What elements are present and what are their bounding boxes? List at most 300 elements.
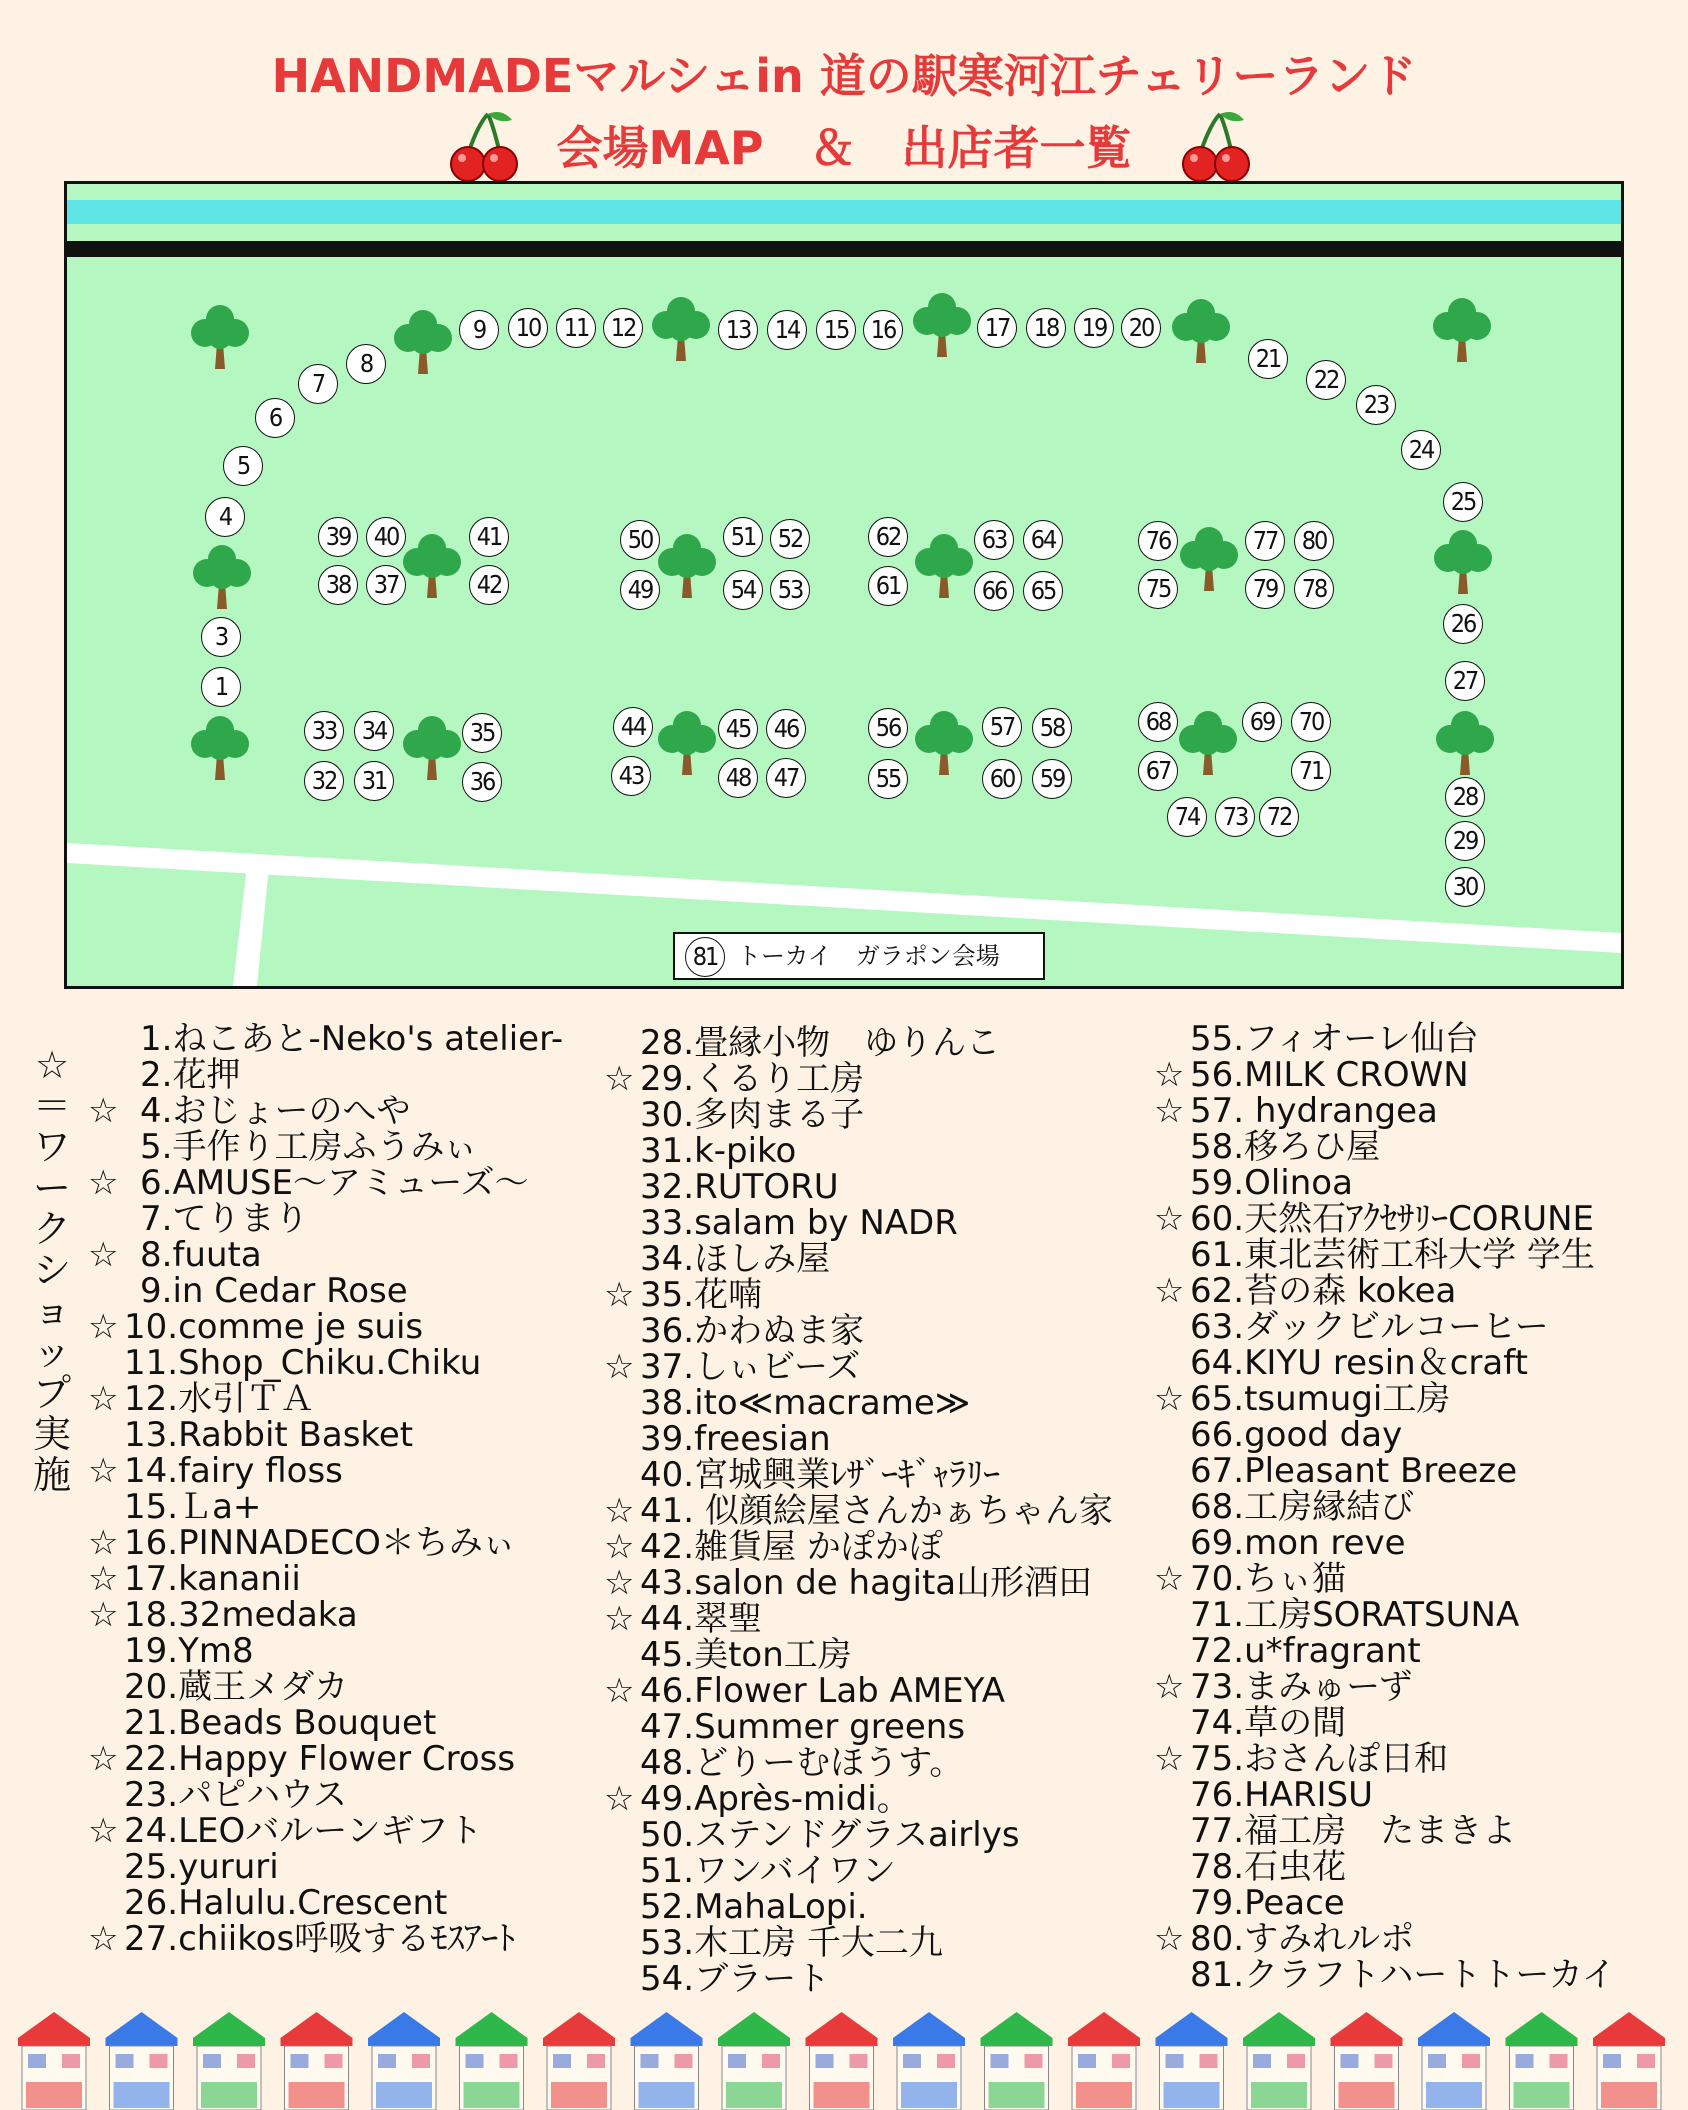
stall-77: 77 bbox=[1245, 521, 1285, 561]
exhibitor-item bbox=[88, 1561, 563, 1597]
exhibitor-name: 38.ito≪macrame≫ bbox=[640, 1383, 971, 1423]
market-house-icon bbox=[806, 2012, 878, 2110]
exhibitor-item bbox=[88, 1705, 563, 1741]
exhibitor-item bbox=[1154, 1597, 1616, 1633]
workshop-star: ☆ bbox=[88, 1091, 119, 1131]
stall-24: 24 bbox=[1401, 430, 1441, 470]
stall-45: 45 bbox=[718, 709, 758, 749]
exhibitor-item bbox=[88, 1741, 563, 1777]
exhibitor-item bbox=[1154, 1561, 1616, 1597]
stall-19: 19 bbox=[1074, 308, 1114, 348]
market-house-icon bbox=[1068, 2012, 1140, 2110]
stall-73: 73 bbox=[1215, 797, 1255, 837]
tree-icon bbox=[1177, 525, 1241, 593]
market-house-icon bbox=[718, 2012, 790, 2110]
stall-60: 60 bbox=[982, 759, 1022, 799]
exhibitor-item bbox=[1154, 1489, 1616, 1525]
stall-27: 27 bbox=[1445, 661, 1485, 701]
exhibitor-name: 2.花押 bbox=[140, 1055, 241, 1095]
raffle-venue bbox=[673, 932, 1045, 980]
workshop-star: ☆ bbox=[1154, 1739, 1185, 1779]
exhibitor-item bbox=[604, 1745, 1113, 1781]
exhibitor-item bbox=[604, 1493, 1113, 1529]
exhibitor-item bbox=[1154, 1093, 1616, 1129]
exhibitor-item bbox=[604, 1097, 1113, 1133]
exhibitor-item bbox=[88, 1345, 563, 1381]
exhibitor-name: 4.おじょーのへや bbox=[140, 1091, 411, 1131]
exhibitor-name: 15.Ｌa+ bbox=[124, 1487, 262, 1527]
exhibitor-name: 66.good day bbox=[1190, 1415, 1403, 1455]
exhibitor-name: 80.すみれルポ bbox=[1190, 1919, 1415, 1959]
stall-35: 35 bbox=[462, 713, 502, 753]
tree-icon bbox=[655, 532, 719, 600]
stall-62: 62 bbox=[868, 517, 908, 557]
exhibitor-item bbox=[604, 1349, 1113, 1385]
tree-icon bbox=[188, 714, 252, 782]
exhibitor-name: 71.工房SORATSUNA bbox=[1190, 1595, 1520, 1635]
market-house-icon bbox=[543, 2012, 615, 2110]
exhibitor-item bbox=[1154, 1201, 1616, 1237]
exhibitor-item bbox=[604, 1673, 1113, 1709]
exhibitor-name: 32.RUTORU bbox=[640, 1167, 839, 1207]
exhibitor-name: 78.石虫花 bbox=[1190, 1847, 1347, 1887]
exhibitor-name: 26.Halulu.Crescent bbox=[124, 1883, 448, 1923]
exhibitor-name: 33.salam by NADR bbox=[640, 1203, 958, 1243]
workshop-star: ☆ bbox=[604, 1491, 635, 1531]
exhibitor-name: 17.kananii bbox=[124, 1559, 301, 1599]
stall-29: 29 bbox=[1445, 821, 1485, 861]
exhibitor-item bbox=[1154, 1669, 1616, 1705]
exhibitor-item bbox=[88, 1633, 563, 1669]
tree-icon bbox=[912, 709, 976, 777]
stall-54: 54 bbox=[723, 570, 763, 610]
page-title: HANDMADEマルシェin 道の駅寒河江チェリーランド bbox=[271, 49, 1417, 103]
market-house-icon bbox=[106, 2012, 178, 2110]
stall-80: 80 bbox=[1294, 521, 1334, 561]
exhibitor-name: 77.福工房 たまきよ bbox=[1190, 1811, 1517, 1851]
exhibitor-item bbox=[1154, 1165, 1616, 1201]
stall-5: 5 bbox=[223, 446, 263, 486]
workshop-star: ☆ bbox=[88, 1919, 119, 1959]
workshop-note: ☆＝ワークショップ実施 bbox=[32, 1043, 71, 1497]
stall-16: 16 bbox=[863, 310, 903, 350]
exhibitor-name: 37.しぃビーズ bbox=[640, 1347, 861, 1387]
exhibitor-name: 81.クラフトハートトーカイ bbox=[1190, 1955, 1616, 1995]
tree-icon bbox=[391, 308, 455, 376]
exhibitor-name: 14.fairy floss bbox=[124, 1451, 343, 1491]
stall-36: 36 bbox=[462, 762, 502, 802]
exhibitor-name: 30.多肉まる子 bbox=[640, 1095, 865, 1135]
tree-icon bbox=[190, 543, 254, 611]
stall-52: 52 bbox=[770, 519, 810, 559]
stall-32: 32 bbox=[304, 761, 344, 801]
stall-75: 75 bbox=[1138, 569, 1178, 609]
exhibitor-name: 69.mon reve bbox=[1190, 1523, 1406, 1563]
cherry-icon bbox=[1180, 108, 1252, 184]
stall-79: 79 bbox=[1245, 569, 1285, 609]
stall-28: 28 bbox=[1445, 777, 1485, 817]
market-house-icon bbox=[1506, 2012, 1578, 2110]
exhibitor-name: 27.chiikos呼吸するﾓｽｱｰﾄ bbox=[124, 1919, 516, 1959]
exhibitor-name: 62.苔の森 kokea bbox=[1190, 1271, 1457, 1311]
workshop-star: ☆ bbox=[1154, 1091, 1185, 1131]
tree-icon bbox=[910, 291, 974, 359]
exhibitor-name: 75.おさんぽ日和 bbox=[1190, 1739, 1449, 1779]
exhibitor-item bbox=[1154, 1525, 1616, 1561]
exhibitor-name: 70.ちぃ猫 bbox=[1190, 1559, 1347, 1599]
venue-map bbox=[64, 181, 1624, 989]
exhibitor-name: 13.Rabbit Basket bbox=[124, 1415, 414, 1455]
exhibitor-name: 64.KIYU resin＆craft bbox=[1190, 1343, 1528, 1383]
stall-33: 33 bbox=[304, 711, 344, 751]
stall-12: 12 bbox=[603, 308, 643, 348]
exhibitor-name: 47.Summer greens bbox=[640, 1707, 966, 1747]
stall-46: 46 bbox=[766, 709, 806, 749]
cherry-icon bbox=[448, 108, 520, 184]
stall-76: 76 bbox=[1138, 521, 1178, 561]
market-house-icon bbox=[893, 2012, 965, 2110]
exhibitor-item bbox=[88, 1417, 563, 1453]
stall-56: 56 bbox=[868, 708, 908, 748]
exhibitor-name: 21.Beads Bouquet bbox=[124, 1703, 437, 1743]
stall-42: 42 bbox=[469, 565, 509, 605]
exhibitor-name: 56.MILK CROWN bbox=[1190, 1055, 1469, 1095]
stall-81: 81 bbox=[685, 937, 725, 977]
exhibitor-name: 44.翠聖 bbox=[640, 1599, 763, 1639]
workshop-star: ☆ bbox=[88, 1307, 119, 1347]
tree-icon bbox=[1169, 297, 1233, 365]
exhibitor-name: 40.宮城興業ﾚｻﾞｰｷﾞｬﾗﾘｰ bbox=[640, 1455, 1001, 1495]
exhibitor-name: 23.パピハウス bbox=[124, 1775, 348, 1815]
workshop-star: ☆ bbox=[1154, 1271, 1185, 1311]
workshop-star: ☆ bbox=[88, 1163, 119, 1203]
exhibitor-item bbox=[1154, 1309, 1616, 1345]
stall-40: 40 bbox=[366, 517, 406, 557]
exhibitor-name: 51.ワンバイワン bbox=[640, 1851, 896, 1891]
exhibitor-item bbox=[604, 1637, 1113, 1673]
exhibitor-item bbox=[88, 1525, 563, 1561]
workshop-star: ☆ bbox=[88, 1235, 119, 1275]
exhibitor-name: 25.yururi bbox=[124, 1847, 279, 1887]
exhibitor-item bbox=[604, 1529, 1113, 1565]
workshop-star: ☆ bbox=[1154, 1559, 1185, 1599]
tree-icon bbox=[1430, 296, 1494, 364]
workshop-star: ☆ bbox=[604, 1671, 635, 1711]
exhibitor-name: 7.てりまり bbox=[140, 1199, 309, 1239]
tree-icon bbox=[1176, 709, 1240, 777]
exhibitor-item bbox=[88, 1813, 563, 1849]
stall-74: 74 bbox=[1167, 797, 1207, 837]
stall-34: 34 bbox=[354, 711, 394, 751]
exhibitor-item bbox=[1154, 1849, 1616, 1885]
stall-7: 7 bbox=[298, 364, 338, 404]
exhibitor-item bbox=[604, 1241, 1113, 1277]
market-house-icon bbox=[1243, 2012, 1315, 2110]
exhibitor-name: 55.フィオーレ仙台 bbox=[1190, 1019, 1479, 1059]
exhibitor-name: 24.LEOバルーンギフト bbox=[124, 1811, 483, 1851]
exhibitor-name: 50.ステンドグラスairlys bbox=[640, 1815, 1020, 1855]
exhibitor-name: 45.美ton工房 bbox=[640, 1635, 852, 1675]
exhibitor-name: 54.ブラート bbox=[640, 1959, 831, 1999]
exhibitor-name: 9.in Cedar Rose bbox=[140, 1271, 408, 1311]
market-house-icon bbox=[456, 2012, 528, 2110]
stall-50: 50 bbox=[620, 520, 660, 560]
exhibitor-name: 31.k-piko bbox=[640, 1131, 797, 1171]
exhibitor-item bbox=[604, 1277, 1113, 1313]
stall-66: 66 bbox=[974, 571, 1014, 611]
workshop-star: ☆ bbox=[604, 1599, 635, 1639]
exhibitor-item bbox=[1154, 1273, 1616, 1309]
exhibitor-item bbox=[88, 1309, 563, 1345]
tree-icon bbox=[1431, 528, 1495, 596]
exhibitor-item bbox=[88, 1129, 563, 1165]
stall-49: 49 bbox=[620, 570, 660, 610]
exhibitor-list-3 bbox=[1154, 1021, 1616, 1993]
exhibitor-item bbox=[604, 1817, 1113, 1853]
stall-20: 20 bbox=[1121, 308, 1161, 348]
tree-icon bbox=[400, 714, 464, 782]
market-house-icon bbox=[981, 2012, 1053, 2110]
exhibitor-item bbox=[604, 1709, 1113, 1745]
exhibitor-name: 76.HARISU bbox=[1190, 1775, 1374, 1815]
market-house-icon bbox=[368, 2012, 440, 2110]
workshop-star: ☆ bbox=[88, 1739, 119, 1779]
exhibitor-name: 28.畳縁小物 ゆりんこ bbox=[640, 1023, 1001, 1063]
exhibitor-item bbox=[604, 1133, 1113, 1169]
exhibitor-name: 52.MahaLopi. bbox=[640, 1887, 868, 1927]
exhibitor-name: 41. 似顔絵屋さんかぁちゃん家 bbox=[640, 1491, 1113, 1531]
exhibitor-name: 11.Shop_Chiku.Chiku bbox=[124, 1343, 482, 1383]
stall-37: 37 bbox=[366, 565, 406, 605]
exhibitor-item bbox=[1154, 1345, 1616, 1381]
exhibitor-item bbox=[604, 1853, 1113, 1889]
workshop-star: ☆ bbox=[604, 1779, 635, 1819]
exhibitor-name: 74.草の間 bbox=[1190, 1703, 1347, 1743]
exhibitor-item bbox=[1154, 1633, 1616, 1669]
exhibitor-name: 10.comme je suis bbox=[124, 1307, 424, 1347]
exhibitor-name: 57. hydrangea bbox=[1190, 1091, 1438, 1131]
exhibitor-name: 22.Happy Flower Cross bbox=[124, 1739, 516, 1779]
exhibitor-item bbox=[88, 1489, 563, 1525]
exhibitor-name: 59.Olinoa bbox=[1190, 1163, 1353, 1203]
exhibitor-item bbox=[88, 1057, 563, 1093]
exhibitor-name: 6.AMUSE～アミューズ～ bbox=[140, 1163, 529, 1203]
stall-13: 13 bbox=[718, 310, 758, 350]
exhibitor-name: 20.蔵王メダカ bbox=[124, 1667, 349, 1707]
workshop-star: ☆ bbox=[1154, 1919, 1185, 1959]
exhibitor-item bbox=[1154, 1921, 1616, 1957]
exhibitor-item bbox=[1154, 1417, 1616, 1453]
exhibitor-name: 1.ねこあと-Neko's atelier- bbox=[140, 1019, 564, 1059]
stall-22: 22 bbox=[1306, 360, 1346, 400]
market-house-icon bbox=[18, 2012, 90, 2110]
exhibitor-item bbox=[1154, 1057, 1616, 1093]
exhibitor-item bbox=[604, 1781, 1113, 1817]
stall-8: 8 bbox=[346, 344, 386, 384]
stall-14: 14 bbox=[767, 310, 807, 350]
exhibitor-list-2 bbox=[604, 1025, 1113, 1997]
exhibitor-name: 65.tsumugi工房 bbox=[1190, 1379, 1451, 1419]
workshop-star: ☆ bbox=[604, 1563, 635, 1603]
stall-26: 26 bbox=[1443, 604, 1483, 644]
exhibitor-name: 53.木工房 千大二九 bbox=[640, 1923, 943, 1963]
stall-53: 53 bbox=[770, 570, 810, 610]
workshop-star: ☆ bbox=[1154, 1667, 1185, 1707]
exhibitor-name: 67.Pleasant Breeze bbox=[1190, 1451, 1518, 1491]
exhibitor-name: 60.天然石ｱｸｾｻﾘｰCORUNE bbox=[1190, 1199, 1594, 1239]
stall-47: 47 bbox=[766, 758, 806, 798]
exhibitor-name: 42.雑貨屋 かぽかぽ bbox=[640, 1527, 943, 1567]
exhibitor-item bbox=[604, 1169, 1113, 1205]
exhibitor-name: 46.Flower Lab AMEYA bbox=[640, 1671, 1006, 1711]
stall-18: 18 bbox=[1026, 308, 1066, 348]
market-house-icon bbox=[1331, 2012, 1403, 2110]
stall-48: 48 bbox=[718, 758, 758, 798]
exhibitor-name: 73.まみゅーず bbox=[1190, 1667, 1413, 1707]
exhibitor-name: 48.どりーむほうす。 bbox=[640, 1743, 964, 1783]
stall-1: 1 bbox=[201, 667, 241, 707]
stall-65: 65 bbox=[1023, 571, 1063, 611]
exhibitor-item bbox=[88, 1201, 563, 1237]
stall-43: 43 bbox=[611, 756, 651, 796]
stall-64: 64 bbox=[1023, 520, 1063, 560]
exhibitor-item bbox=[88, 1921, 563, 1957]
stall-31: 31 bbox=[354, 761, 394, 801]
exhibitor-item bbox=[1154, 1453, 1616, 1489]
exhibitor-item bbox=[88, 1597, 563, 1633]
stall-11: 11 bbox=[556, 308, 596, 348]
exhibitor-name: 63.ダックビルコーヒー bbox=[1190, 1307, 1549, 1347]
stall-57: 57 bbox=[982, 707, 1022, 747]
exhibitor-item bbox=[604, 1565, 1113, 1601]
stall-55: 55 bbox=[868, 759, 908, 799]
stall-59: 59 bbox=[1032, 759, 1072, 799]
exhibitor-name: 79.Peace bbox=[1190, 1883, 1345, 1923]
workshop-star: ☆ bbox=[604, 1527, 635, 1567]
workshop-star: ☆ bbox=[88, 1523, 119, 1563]
exhibitor-item bbox=[604, 1313, 1113, 1349]
stall-67: 67 bbox=[1138, 751, 1178, 791]
exhibitor-item bbox=[1154, 1777, 1616, 1813]
stall-61: 61 bbox=[868, 566, 908, 606]
exhibitor-name: 34.ほしみ屋 bbox=[640, 1239, 831, 1279]
workshop-star: ☆ bbox=[604, 1059, 635, 1099]
exhibitor-item bbox=[88, 1273, 563, 1309]
exhibitor-name: 72.u*fragrant bbox=[1190, 1631, 1421, 1671]
tree-icon bbox=[188, 303, 252, 371]
stall-71: 71 bbox=[1291, 751, 1331, 791]
market-houses-border bbox=[0, 2010, 1688, 2110]
exhibitor-item bbox=[88, 1021, 563, 1057]
exhibitor-name: 18.32medaka bbox=[124, 1595, 358, 1635]
exhibitor-name: 36.かわぬま家 bbox=[640, 1311, 865, 1351]
workshop-star: ☆ bbox=[88, 1811, 119, 1851]
exhibitor-item bbox=[1154, 1237, 1616, 1273]
walkways bbox=[67, 184, 1621, 986]
stall-25: 25 bbox=[1443, 482, 1483, 522]
stall-3: 3 bbox=[201, 617, 241, 657]
exhibitor-item bbox=[1154, 1129, 1616, 1165]
stall-15: 15 bbox=[816, 310, 856, 350]
market-house-icon bbox=[281, 2012, 353, 2110]
workshop-star: ☆ bbox=[1154, 1379, 1185, 1419]
exhibitor-item bbox=[88, 1849, 563, 1885]
exhibitor-list-1 bbox=[88, 1021, 563, 1957]
exhibitor-item bbox=[604, 1457, 1113, 1493]
exhibitor-name: 58.移ろひ屋 bbox=[1190, 1127, 1381, 1167]
tree-icon bbox=[649, 295, 713, 363]
exhibitor-name: 43.salon de hagita山形酒田 bbox=[640, 1563, 1093, 1603]
exhibitor-item bbox=[1154, 1741, 1616, 1777]
stall-9: 9 bbox=[459, 310, 499, 350]
stall-41: 41 bbox=[469, 517, 509, 557]
exhibitor-item bbox=[1154, 1957, 1616, 1993]
tree-icon bbox=[1433, 709, 1497, 777]
exhibitor-item bbox=[88, 1885, 563, 1921]
stall-51: 51 bbox=[723, 517, 763, 557]
stall-39: 39 bbox=[318, 517, 358, 557]
exhibitor-name: 61.東北芸術工科大学 学生 bbox=[1190, 1235, 1595, 1275]
exhibitor-item bbox=[88, 1777, 563, 1813]
exhibitor-item bbox=[1154, 1813, 1616, 1849]
exhibitor-name: 35.花喃 bbox=[640, 1275, 763, 1315]
exhibitor-item bbox=[88, 1669, 563, 1705]
market-house-icon bbox=[1593, 2012, 1665, 2110]
stall-17: 17 bbox=[977, 308, 1017, 348]
market-house-icon bbox=[1418, 2012, 1490, 2110]
workshop-star: ☆ bbox=[604, 1275, 635, 1315]
exhibitor-item bbox=[88, 1237, 563, 1273]
workshop-star: ☆ bbox=[88, 1451, 119, 1491]
stall-23: 23 bbox=[1356, 385, 1396, 425]
exhibitor-item bbox=[88, 1381, 563, 1417]
exhibitor-item bbox=[1154, 1705, 1616, 1741]
stall-44: 44 bbox=[613, 707, 653, 747]
raffle-venue-label: トーカイ ガラポン会場 bbox=[737, 942, 1000, 970]
stall-38: 38 bbox=[318, 565, 358, 605]
exhibitor-name: 29.くるり工房 bbox=[640, 1059, 865, 1099]
exhibitor-item bbox=[604, 1601, 1113, 1637]
market-house-icon bbox=[193, 2012, 265, 2110]
exhibitor-item bbox=[604, 1421, 1113, 1457]
stall-68: 68 bbox=[1138, 702, 1178, 742]
exhibitor-item bbox=[88, 1165, 563, 1201]
exhibitor-name: 39.freesian bbox=[640, 1419, 831, 1459]
exhibitor-name: 5.手作り工房ふうみぃ bbox=[140, 1127, 478, 1167]
tree-icon bbox=[912, 532, 976, 600]
exhibitor-name: 8.fuuta bbox=[140, 1235, 262, 1275]
exhibitor-item bbox=[88, 1453, 563, 1489]
stall-4: 4 bbox=[205, 497, 245, 537]
stall-6: 6 bbox=[255, 398, 295, 438]
stall-72: 72 bbox=[1259, 797, 1299, 837]
workshop-star: ☆ bbox=[88, 1595, 119, 1635]
market-house-icon bbox=[1156, 2012, 1228, 2110]
workshop-star: ☆ bbox=[88, 1559, 119, 1599]
stall-21: 21 bbox=[1248, 339, 1288, 379]
exhibitor-name: 49.Après-midi。 bbox=[640, 1779, 911, 1819]
workshop-star: ☆ bbox=[1154, 1055, 1185, 1095]
exhibitor-item bbox=[1154, 1885, 1616, 1921]
exhibitor-item bbox=[88, 1093, 563, 1129]
workshop-star: ☆ bbox=[88, 1379, 119, 1419]
stall-70: 70 bbox=[1291, 702, 1331, 742]
stall-69: 69 bbox=[1242, 702, 1282, 742]
exhibitor-name: 68.工房縁結び bbox=[1190, 1487, 1415, 1527]
exhibitor-item bbox=[604, 1961, 1113, 1997]
exhibitor-item bbox=[604, 1061, 1113, 1097]
exhibitor-name: 19.Ym8 bbox=[124, 1631, 254, 1671]
